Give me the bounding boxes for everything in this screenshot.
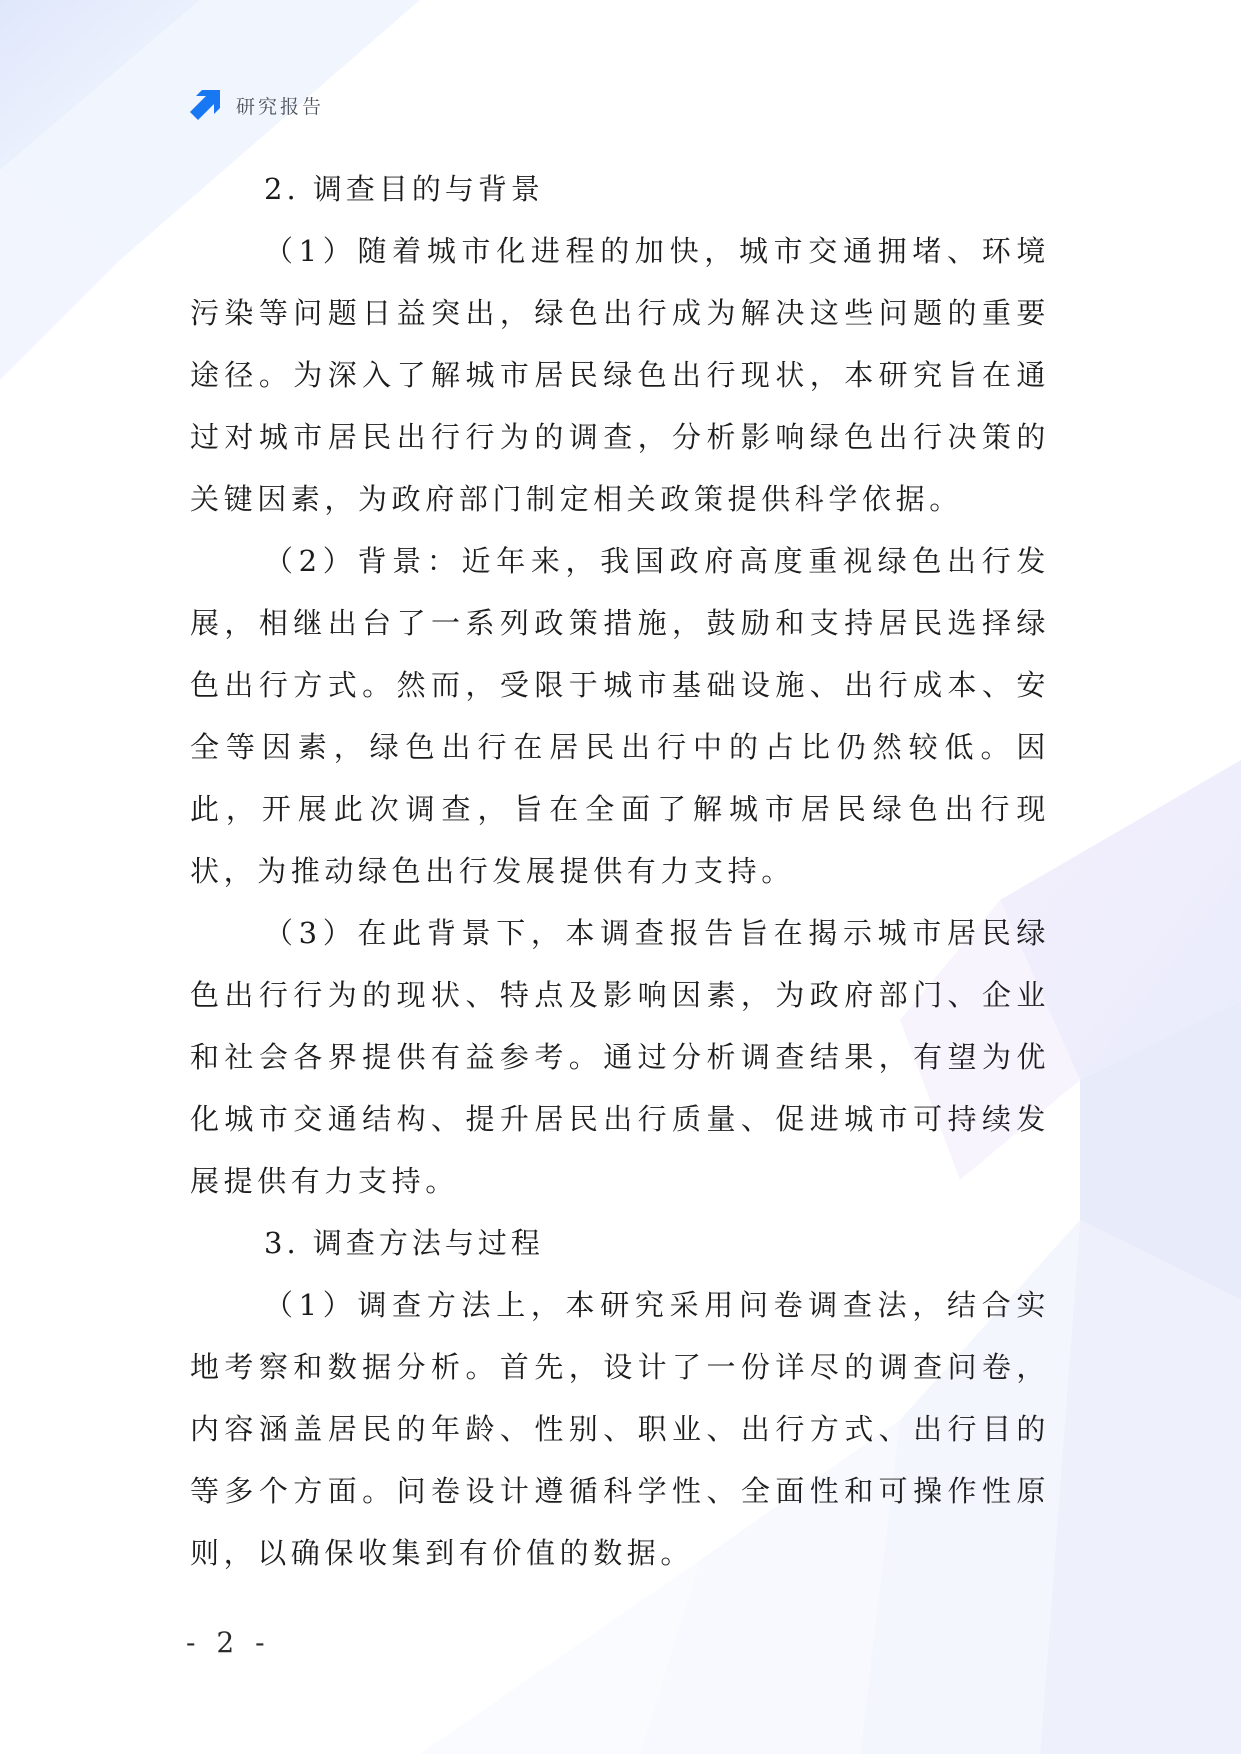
header-title: 研究报告 (236, 95, 325, 118)
page-number: - 2 - (186, 1626, 271, 1659)
document-body (190, 158, 1050, 1584)
page-header (188, 88, 324, 122)
paragraph: （1）随着城市化进程的加快，城市交通拥堵、环境污染等问题日益突出，绿色出行成为解决这些问题的重要途径。为深入了解城市居民绿色出行现状，本研究旨在通过对城市居民出行行为的调查，分析影响绿色出行决策的关键因素，为政府部门制定相关政策提供科学依据。 (190, 234, 1050, 516)
paragraph: （1）调查方法上，本研究采用问卷调查法，结合实地考察和数据分析。首先，设计了一份详尽的调查问卷，内容涵盖居民的年龄、性别、职业、出行方式、出行目的等多个方面。问卷设计遵循科学性、全面性和可操作性原则，以确保收集到有价值的数据。 (190, 1288, 1050, 1570)
paragraph: （3）在此背景下，本调查报告旨在揭示城市居民绿色出行行为的现状、特点及影响因素，为政府部门、企业和社会各界提供有益参考。通过分析调查结果，有望为优化城市交通结构、提升居民出行质量、促进城市可持续发展提供有力支持。 (190, 916, 1050, 1198)
arrow-logo-icon (188, 88, 222, 122)
section-heading-method: 3. 调查方法与过程 (264, 1226, 544, 1260)
paragraph: （2）背景：近年来，我国政府高度重视绿色出行发展，相继出台了一系列政策措施，鼓励和支持居民选择绿色出行方式。然而，受限于城市基础设施、出行成本、安全等因素，绿色出行在居民出行中的占比仍然较低。因此，开展此次调查，旨在全面了解城市居民绿色出行现状，为推动绿色出行发展提供有力支持。 (190, 544, 1050, 888)
section-heading-purpose: 2. 调查目的与背景 (264, 172, 544, 206)
